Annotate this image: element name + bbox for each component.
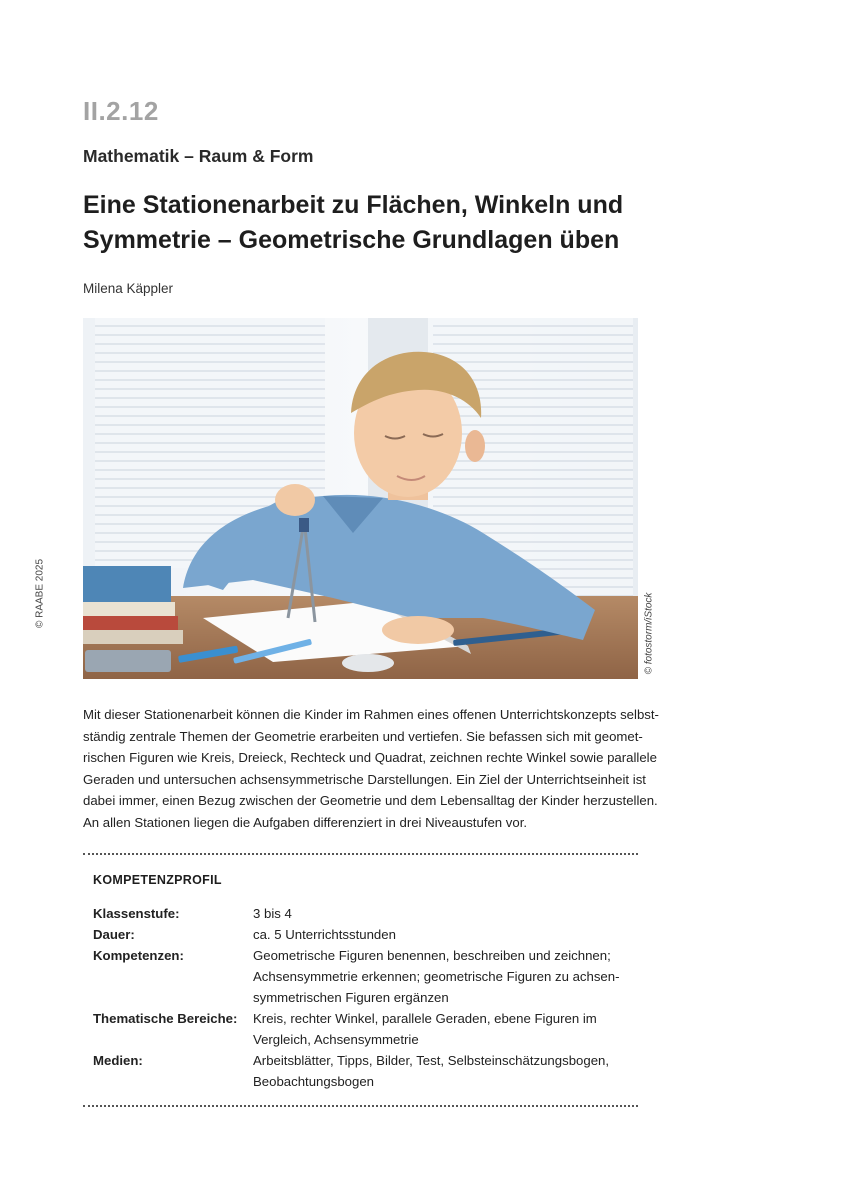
profile-value-line: Beobachtungsbogen bbox=[253, 1074, 374, 1089]
intro-line: An allen Stationen liegen die Aufgaben differenziert in drei Niveaustufen vor. bbox=[83, 814, 528, 830]
profile-row-duration bbox=[93, 924, 633, 945]
profile-row-topics bbox=[93, 1008, 633, 1050]
profile-label: Medien: bbox=[93, 1053, 143, 1068]
profile-value-line: symmetrischen Figuren ergänzen bbox=[253, 990, 449, 1005]
intro-line: ständig zentrale Themen der Geometrie erarbeiten und vertiefen. Sie befassen sich mit geomet- bbox=[83, 728, 643, 744]
profile-heading: KOMPETENZPROFIL bbox=[93, 873, 222, 887]
profile-label: Thematische Bereiche: bbox=[93, 1011, 238, 1026]
profile-value bbox=[253, 945, 633, 1008]
copyright-text: © RAABE 2025 bbox=[34, 558, 46, 629]
author-name: Milena Käppler bbox=[83, 281, 174, 296]
profile-value-line: Vergleich, Achsensymmetrie bbox=[253, 1032, 419, 1047]
intro-line: Mit dieser Stationenarbeit können die Kinder im Rahmen eines offenen Unterrichtskonzepts selbst- bbox=[83, 707, 659, 722]
profile-value bbox=[253, 924, 633, 945]
profile-row-media bbox=[93, 1050, 633, 1092]
profile-value-line: ca. 5 Unterrichtsstunden bbox=[253, 927, 396, 942]
profile-label: Klassenstufe: bbox=[93, 906, 180, 921]
intro-line: dabei immer, einen Bezug zwischen der Geometrie und dem Lebensalltag der Kinder herzustellen. bbox=[83, 793, 658, 809]
profile-row-grade bbox=[93, 903, 633, 924]
title-line-2: Symmetrie – Geometrische Grundlagen üben bbox=[83, 226, 620, 254]
cover-photo bbox=[83, 318, 638, 679]
competence-profile bbox=[93, 903, 633, 1092]
subject-line: Mathematik – Raum & Form bbox=[83, 146, 314, 166]
copyright-notice bbox=[34, 560, 46, 630]
intro-line: Geraden und untersuchen achsensymmetrische Darstellungen. Ein Ziel der Unterrichtseinheit ist bbox=[83, 771, 646, 787]
profile-value-line: Kreis, rechter Winkel, parallele Geraden, ebene Figuren im bbox=[253, 1011, 597, 1026]
profile-value bbox=[253, 1050, 633, 1092]
profile-value bbox=[253, 1008, 633, 1050]
profile-row-competences bbox=[93, 945, 633, 1008]
chapter-number: II.2.12 bbox=[83, 96, 159, 126]
profile-value-line: Geometrische Figuren benennen, beschreiben und zeichnen; bbox=[253, 948, 611, 963]
document-title bbox=[83, 188, 683, 258]
intro-line: rischen Figuren wie Kreis, Dreieck, Rechteck und Quadrat, zeichnen rechte Winkel sowie parallele bbox=[83, 750, 657, 766]
intro-paragraph bbox=[83, 704, 659, 834]
photo-illustration bbox=[83, 318, 638, 679]
profile-label: Dauer: bbox=[93, 927, 135, 942]
profile-value-line: 3 bis 4 bbox=[253, 906, 292, 921]
profile-value bbox=[253, 903, 633, 924]
profile-label: Kompetenzen: bbox=[93, 948, 184, 963]
divider-top bbox=[83, 853, 638, 855]
divider-bottom bbox=[83, 1105, 638, 1107]
photo-credit bbox=[642, 590, 656, 680]
title-line-1: Eine Stationenarbeit zu Flächen, Winkeln und bbox=[83, 191, 624, 219]
profile-value-line: Arbeitsblätter, Tipps, Bilder, Test, Selbsteinschätzungsbogen, bbox=[253, 1053, 610, 1068]
photo-credit-text: © fotostorm/iStock bbox=[643, 592, 655, 675]
profile-value-line: Achsensymmetrie erkennen; geometrische Figuren zu achsen- bbox=[253, 969, 620, 984]
